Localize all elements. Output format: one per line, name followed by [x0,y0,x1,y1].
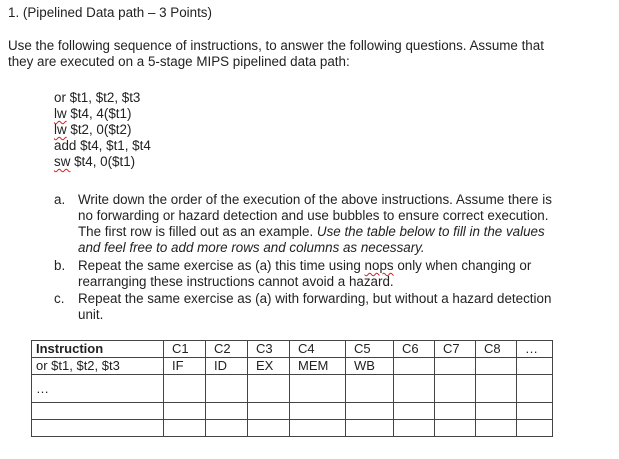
table-cell [517,420,553,437]
table-cell [248,403,290,420]
part-b-marker: b. [54,258,66,273]
intro-line-2: they are executed on a 5-stage MIPS pipelined data path: [8,54,350,69]
row-stage [435,358,476,375]
table-cell [435,375,476,403]
part-a-line-2: no forwarding or hazard detection and use bubbles to ensure correct execution. [78,208,549,223]
row-stage: MEM [290,358,346,375]
table-cell [517,403,553,420]
table-cell [435,403,476,420]
part-a-line-4 [78,240,425,256]
table-cell [164,375,206,403]
header-cycle: C8 [476,341,517,358]
instruction-2 [54,106,131,122]
part-b-line-2: rearranging these instructions cannot avoid a hazard. [78,274,394,289]
table-cell [476,375,517,403]
row-stage: WB [346,358,394,375]
instruction-5 [54,154,135,170]
instruction-op: sw [54,154,71,169]
header-cycle: C4 [290,341,346,358]
part-c-line-2: unit. [78,307,104,322]
table-row [32,375,553,403]
table-cell [346,420,394,437]
table-cell [346,375,394,403]
part-a-marker: a. [54,192,66,207]
table-row [32,420,553,437]
instruction-op: lw [54,122,67,137]
question-title: 1. (Pipelined Data path – 3 Points) [8,5,212,20]
part-a-line-3 [78,224,545,240]
part-b-pre: Repeat the same exercise as (a) this time using [78,258,365,273]
table-cell [248,420,290,437]
header-cycle: C6 [394,341,435,358]
table-cell [164,403,206,420]
row-stage: IF [164,358,206,375]
table-cell [476,403,517,420]
row-instruction: or $t1, $t2, $t3 [32,358,164,375]
instruction-args: $t2, 0($t2) [66,122,132,137]
header-cycle: C5 [346,341,394,358]
table-cell [394,375,435,403]
table-cell [206,375,248,403]
table-cell [394,403,435,420]
part-a-line-3-italic: Use the table below to fill in the values [316,224,545,239]
table-cell [476,420,517,437]
part-b-line-1 [78,258,531,274]
table-cell [32,403,164,420]
instruction-1 [54,90,140,106]
row-stage [394,358,435,375]
header-cycle: C2 [206,341,248,358]
part-a-line-1: Write down the order of the execution of the above instructions. Assume there is [78,192,552,207]
table-cell [290,375,346,403]
part-c-line-1: Repeat the same exercise as (a) with forwarding, but without a hazard detection [78,291,552,306]
table-row [32,403,553,420]
table-cell [517,375,553,403]
table-cell [206,403,248,420]
header-cycle: C7 [435,341,476,358]
instruction-op: lw [54,106,67,121]
instruction-3 [54,122,131,138]
part-b-nops: nops [364,258,394,273]
table-cell [164,420,206,437]
part-a-line-4-italic: and feel free to add more rows and columns as necessary. [78,240,425,255]
instruction-args: $t4, 4($t1) [66,106,132,121]
table-cell [435,420,476,437]
instruction-args: $t4, $t1, $t4 [76,138,151,153]
table-cell [32,420,164,437]
pipeline-table [31,340,553,437]
table-cell [290,403,346,420]
part-b-post: only when changing or [393,258,532,273]
row-stage: EX [248,358,290,375]
table-header-row [32,341,553,358]
row-instruction: … [32,375,164,403]
table-cell [290,420,346,437]
instruction-4 [54,138,151,154]
table-cell [346,403,394,420]
part-c-marker: c. [54,291,65,306]
row-stage: ID [206,358,248,375]
instruction-args: $t1, $t2, $t3 [65,90,141,105]
header-instruction: Instruction [32,341,164,358]
table-cell [206,420,248,437]
instruction-args: $t4, 0($t1) [70,154,136,169]
table-cell [394,420,435,437]
header-more: … [517,341,553,358]
header-cycle: C1 [164,341,206,358]
instruction-op: add [54,138,77,153]
table-row [32,358,553,375]
intro-line-1: Use the following sequence of instructions, to answer the following questions. Assume that [8,38,544,53]
row-stage [476,358,517,375]
row-stage [517,358,553,375]
part-a-line-3-plain: The first row is filled out as an example. [78,224,317,239]
header-cycle: C3 [248,341,290,358]
instruction-op: or [54,90,66,105]
table-cell [248,375,290,403]
